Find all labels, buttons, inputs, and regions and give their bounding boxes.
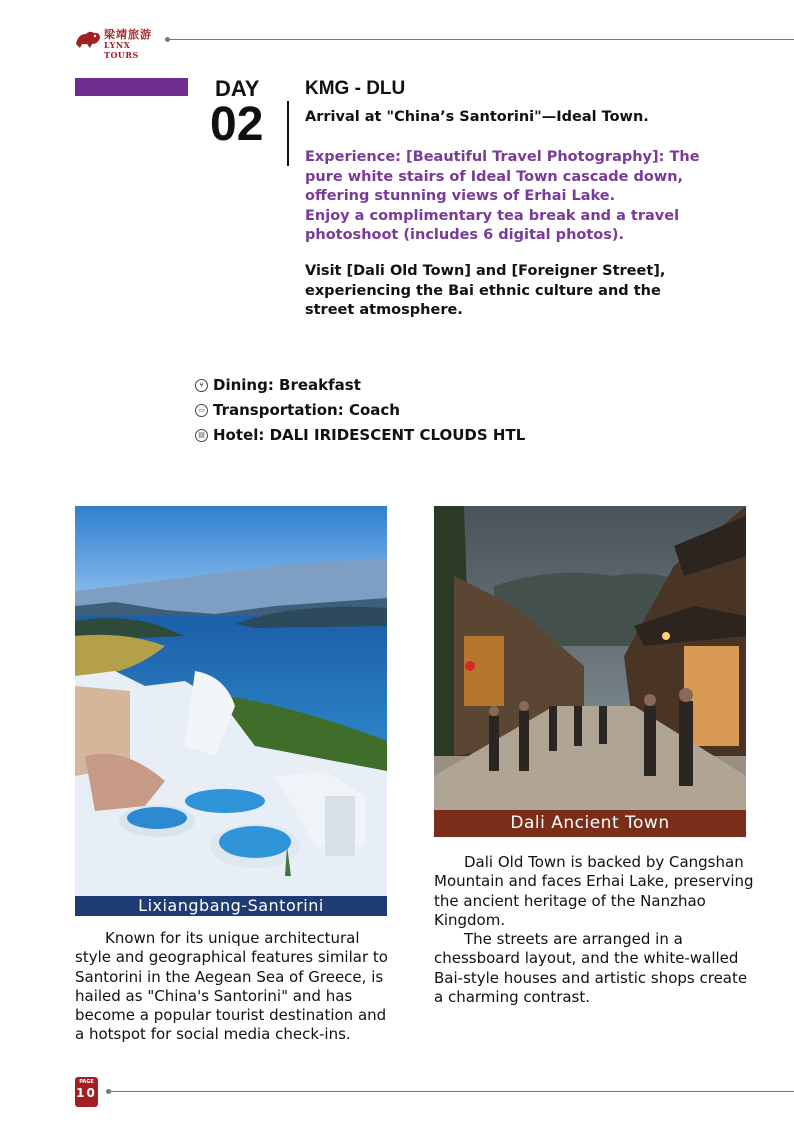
- day-number: 02: [210, 98, 264, 151]
- accent-bar: [75, 78, 188, 96]
- footer-divider: [110, 1091, 794, 1092]
- dining-label: Dining: Breakfast: [213, 376, 361, 394]
- hotel-label: Hotel: DALI IRIDESCENT CLOUDS HTL: [213, 426, 526, 444]
- dali-paragraph-1: Dali Old Town is backed by Cangshan Mountain and faces Erhai Lake, preserving the ancient heritage of the Nanzhao Kingdom.: [434, 853, 754, 929]
- brand-name-en: LYNX TOURS: [104, 40, 139, 60]
- arrival-text: Arrival at "China’s Santorini"—Ideal Town.: [305, 109, 649, 125]
- hotel-icon: ▤: [195, 429, 208, 442]
- santorini-photo: [75, 506, 387, 896]
- transport-label: Transportation: Coach: [213, 401, 400, 419]
- utensils-icon: ⑂: [195, 379, 208, 392]
- dali-paragraph-2: The streets are arranged in a chessboard layout, and the white-walled Bai-style houses and artistic shops create a charming contrast.: [434, 930, 748, 1007]
- santorini-caption: Lixiangbang-Santorini: [75, 896, 387, 916]
- experience-text: [305, 148, 705, 246]
- page-badge: [75, 1077, 98, 1107]
- experience-line-1: Experience: [Beautiful Travel Photography]: The pure white stairs of Ideal Town cascade down, offering stunning views of Erhai Lake.: [305, 149, 700, 204]
- dali-description: [434, 853, 754, 1007]
- dining-info: [195, 376, 361, 394]
- experience-line-2: Enjoy a complimentary tea break and a travel photoshoot (includes 6 digital photos).: [305, 207, 680, 243]
- brand-name-cn: 梁靖旅游: [104, 28, 152, 41]
- bus-icon: ▭: [195, 404, 208, 417]
- transport-info: [195, 401, 400, 419]
- day-divider: [287, 101, 289, 166]
- dali-town-photo: [434, 506, 746, 810]
- dali-caption: Dali Ancient Town: [434, 810, 746, 837]
- brand-logo: [74, 26, 164, 60]
- header-divider: [170, 39, 794, 40]
- route-title: KMG - DLU: [305, 78, 406, 99]
- hotel-info: [195, 426, 525, 444]
- page-label: PAGE: [79, 1079, 94, 1085]
- lynx-logo-icon: [74, 28, 102, 50]
- page-number: 10: [76, 1086, 97, 1100]
- santorini-paragraph: Known for its unique architectural style and geographical features similar to Santorini in the Aegean Sea of Greece, is hailed as "China's Santorini" and has become a popular tourist destination and a hotspot for social media check-ins.: [75, 929, 388, 1044]
- visit-text: Visit [Dali Old Town] and [Foreigner Street], experiencing the Bai ethnic culture and the street atmosphere.: [305, 263, 666, 318]
- day-label: DAY: [215, 76, 260, 101]
- santorini-description: [75, 929, 395, 1045]
